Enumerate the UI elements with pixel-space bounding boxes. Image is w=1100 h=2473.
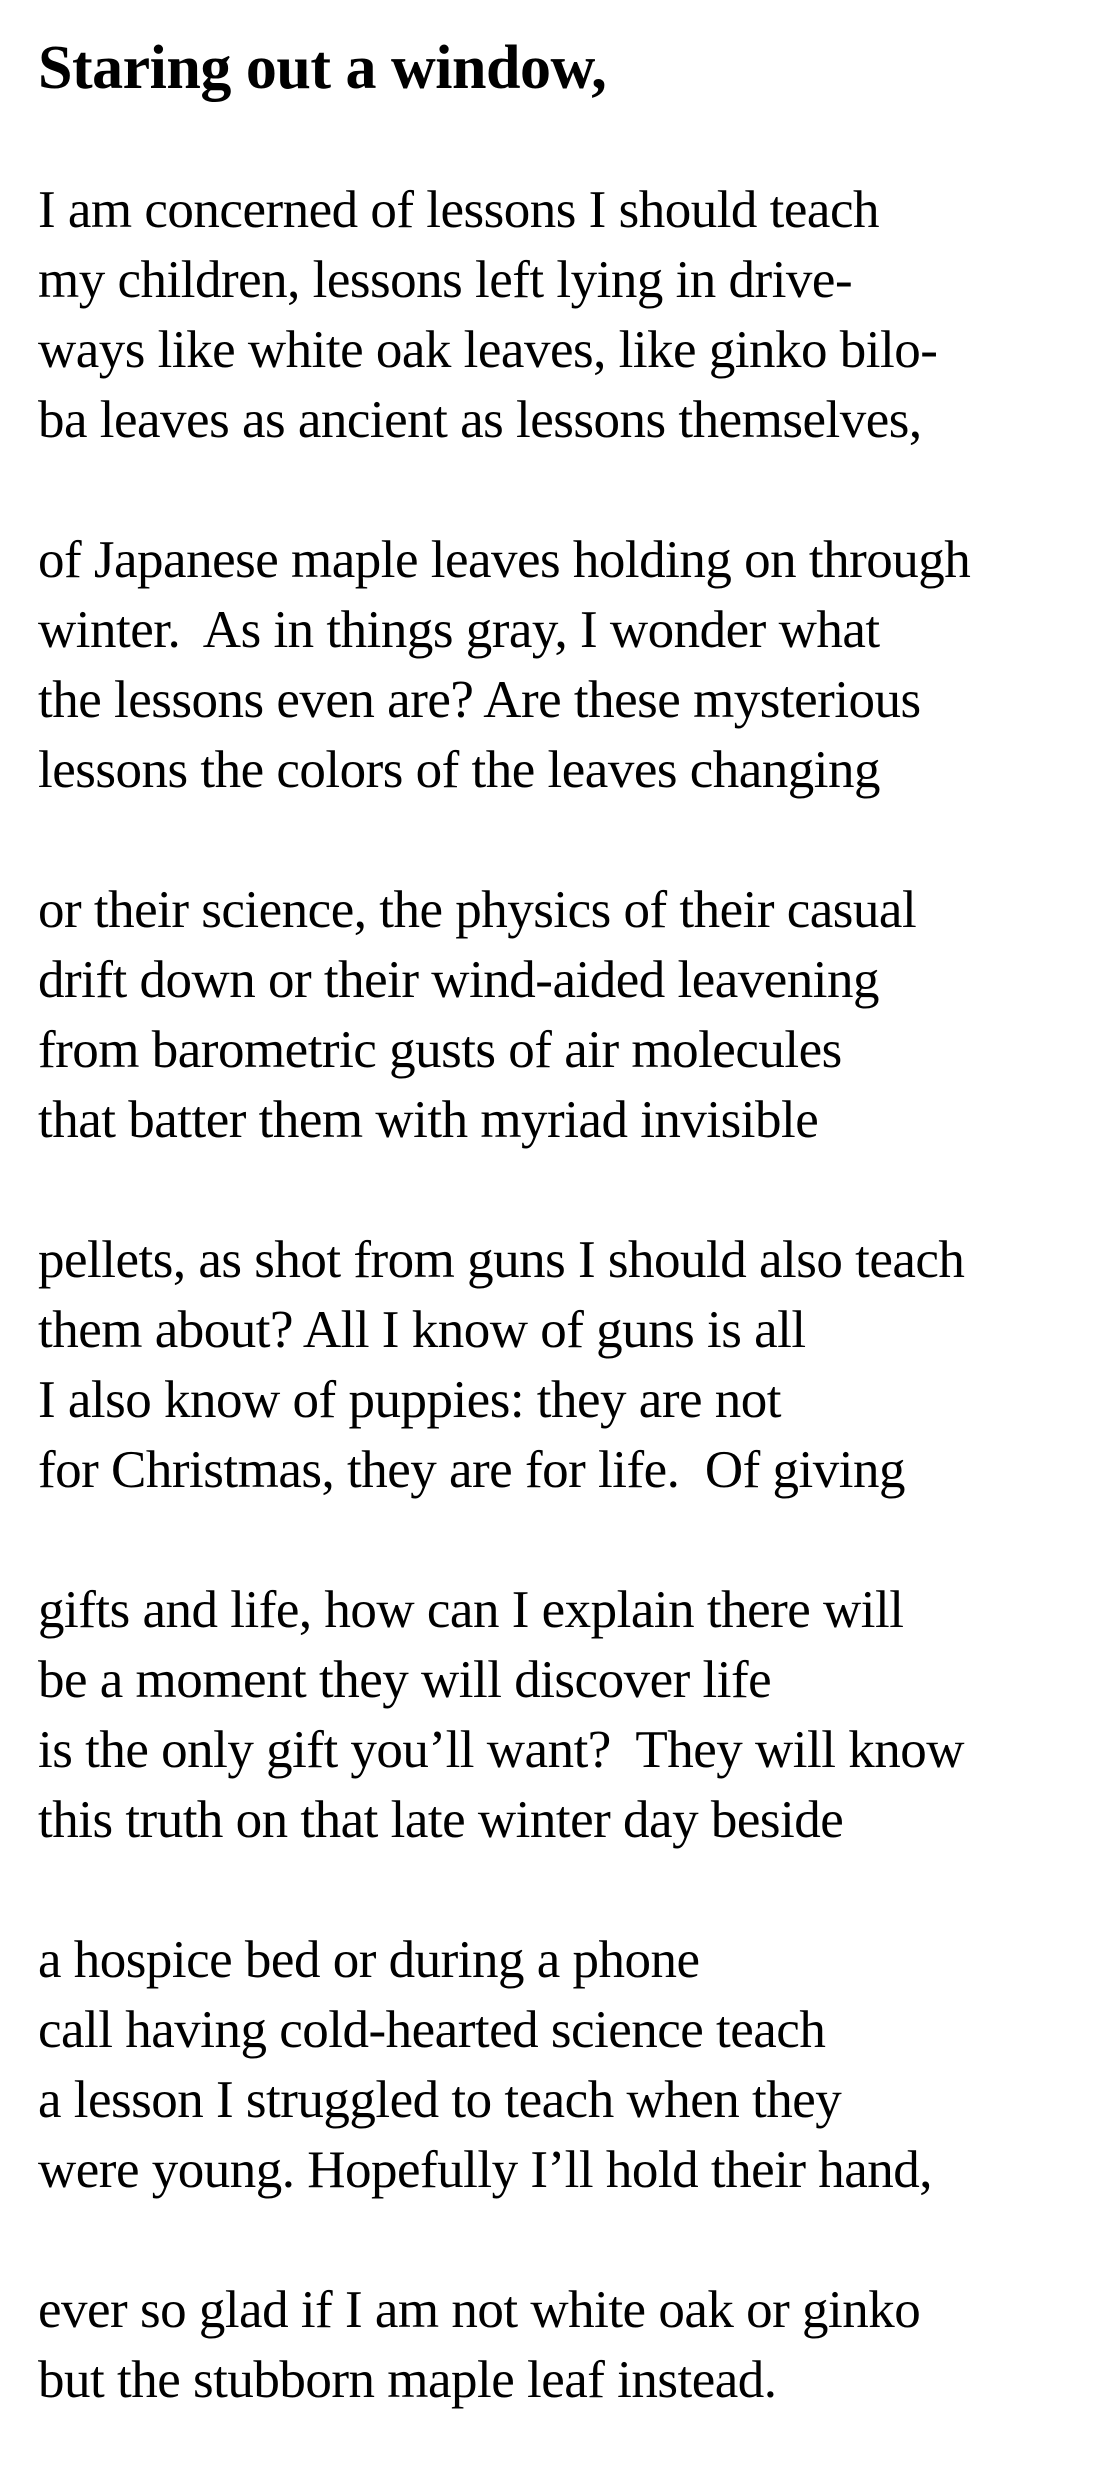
poem-line: but the stubborn maple leaf instead. [38, 2351, 777, 2409]
poem-line: pellets, as shot from guns I should also teach [38, 1231, 965, 1289]
poem-line: for Christmas, they are for life. Of giving [38, 1441, 905, 1499]
poem-line: a lesson I struggled to teach when they [38, 2071, 842, 2129]
poem-page [0, 23, 1100, 2473]
poem-body [38, 175, 1100, 2415]
poem-title: Staring out a window, [38, 34, 607, 102]
poem-line: ba leaves as ancient as lessons themselves, [38, 391, 922, 449]
poem-line: my children, lessons left lying in drive- [38, 251, 853, 309]
poem-line: lessons the colors of the leaves changing [38, 741, 880, 799]
poem-line: ways like white oak leaves, like ginko bilo- [38, 321, 938, 379]
poem-stanza [38, 2275, 1100, 2415]
poem-line: I also know of puppies: they are not [38, 1371, 781, 1429]
poem-line: the lessons even are? Are these mysterious [38, 671, 921, 729]
poem-line: I am concerned of lessons I should teach [38, 181, 879, 239]
poem-line: or their science, the physics of their casual [38, 881, 917, 939]
poem-stanza [38, 1925, 1100, 2205]
poem-line: gifts and life, how can I explain there will [38, 1581, 904, 1639]
poem-stanza [38, 1575, 1100, 1855]
poem-line: of Japanese maple leaves holding on through [38, 531, 971, 589]
poem-line: ever so glad if I am not white oak or ginko [38, 2281, 921, 2339]
poem-line: from barometric gusts of air molecules [38, 1021, 842, 1079]
poem-line: them about? All I know of guns is all [38, 1301, 806, 1359]
poem-line: a hospice bed or during a phone [38, 1931, 700, 1989]
poem-line: this truth on that late winter day beside [38, 1791, 844, 1849]
poem-line: were young. Hopefully I’ll hold their hand, [38, 2141, 932, 2199]
poem-stanza [38, 1225, 1100, 1505]
poem-stanza [38, 175, 1100, 455]
poem-line: be a moment they will discover life [38, 1651, 772, 1709]
poem-stanza [38, 875, 1100, 1155]
poem-line: winter. As in things gray, I wonder what [38, 601, 880, 659]
poem-line: drift down or their wind-aided leavening [38, 951, 879, 1009]
poem-stanza [38, 525, 1100, 805]
poem-line: is the only gift you’ll want? They will know [38, 1721, 964, 1779]
poem-line: that batter them with myriad invisible [38, 1091, 819, 1149]
poem-line: call having cold-hearted science teach [38, 2001, 826, 2059]
